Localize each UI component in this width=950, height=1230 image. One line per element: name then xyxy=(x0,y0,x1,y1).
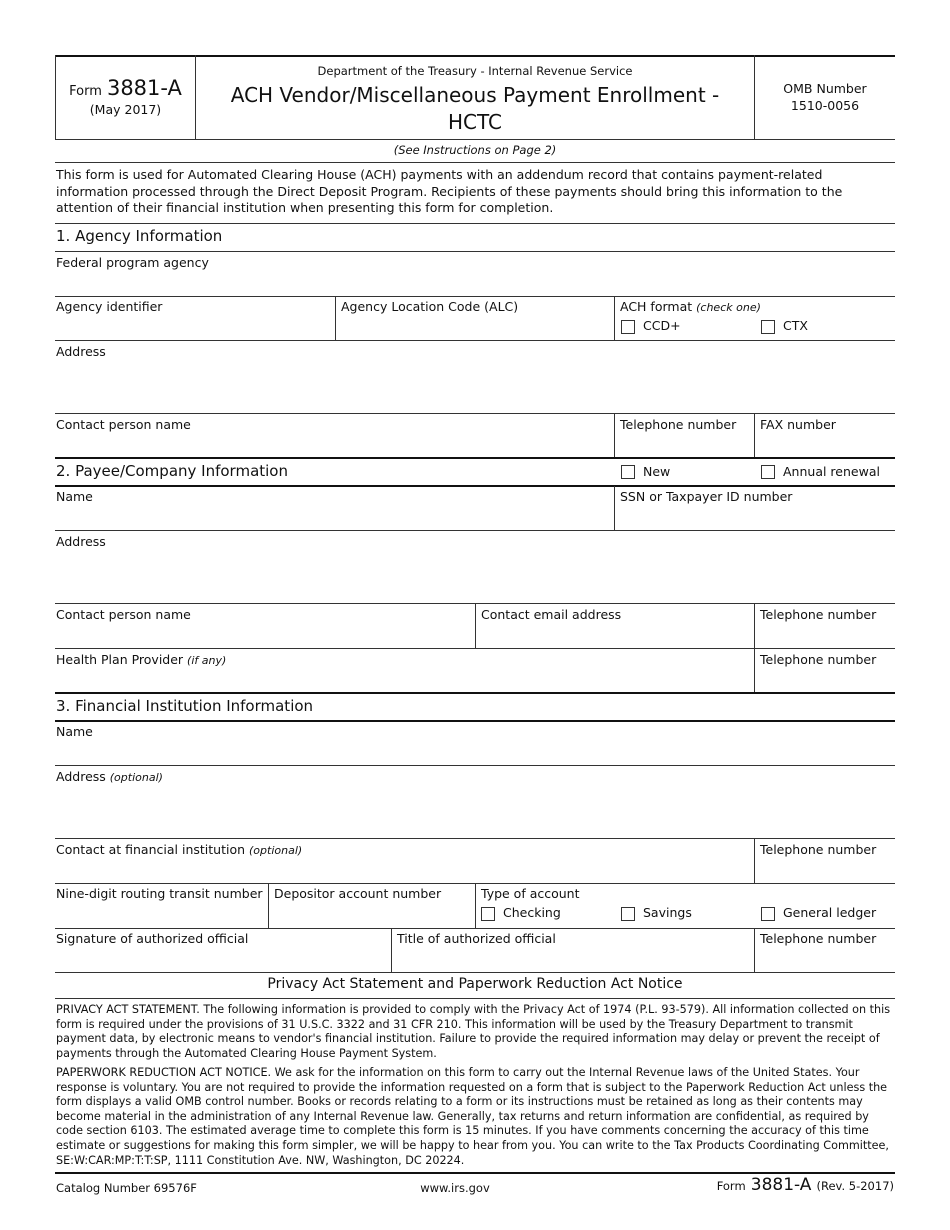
section1-title: 1. Agency Information xyxy=(56,227,223,245)
row-rule xyxy=(55,765,895,766)
privacy-act-statement: PRIVACY ACT STATEMENT. The following information is provided to comply with the Privacy Act of 1974 (P.L. 93-579). All information collected on this form is required under the provisions of 31 U.S.C. 3322 and 31 CFR 210. This information will be used by the Treasury Department to transmit payment data, by electronic means to vendor's financial institution. Failure to provide the required information may delay or prevent the receipt of payments through the Automated Clearing House Payment System. xyxy=(56,1003,891,1060)
fi-name-label: Name xyxy=(56,724,93,739)
cell-divider xyxy=(475,883,476,928)
header-bottom-rule xyxy=(55,139,895,140)
footer-form-number: 3881-A xyxy=(750,1175,812,1195)
row-rule xyxy=(55,838,895,839)
fi-address-text: Address xyxy=(56,769,106,784)
footer-form-id xyxy=(717,1175,894,1195)
ccd-label: CCD+ xyxy=(643,318,681,333)
agency-contact-field[interactable] xyxy=(55,433,614,458)
section2-title-rule xyxy=(55,485,895,487)
agency-address-field[interactable] xyxy=(55,360,895,413)
ccd-checkbox[interactable] xyxy=(621,320,635,334)
section2-title: 2. Payee/Company Information xyxy=(56,462,288,480)
agency-telephone-field[interactable] xyxy=(615,433,754,458)
federal-program-agency-label: Federal program agency xyxy=(56,255,209,270)
payee-address-field[interactable] xyxy=(55,550,895,603)
health-plan-text: Health Plan Provider xyxy=(56,652,184,667)
fi-contact-text: Contact at financial institution xyxy=(56,842,246,857)
intro-top-rule xyxy=(55,162,895,163)
ctx-label: CTX xyxy=(783,318,808,333)
privacy-heading-rule xyxy=(55,998,895,999)
privacy-heading: Privacy Act Statement and Paperwork Reduction Act Notice xyxy=(267,976,683,992)
omb-label: OMB Number xyxy=(783,81,867,96)
routing-field[interactable] xyxy=(55,903,268,928)
account-type-label: Type of account xyxy=(481,886,580,901)
catalog-number: Catalog Number 69576F xyxy=(56,1181,197,1195)
payee-name-label: Name xyxy=(56,489,93,504)
header-divider-right xyxy=(754,55,755,139)
irs-website: www.irs.gov xyxy=(420,1181,490,1195)
agency-name: Department of the Treasury - Internal Revenue Service xyxy=(317,64,633,78)
ctx-checkbox[interactable] xyxy=(761,320,775,334)
general-ledger-checkbox[interactable] xyxy=(761,907,775,921)
ach-format-label xyxy=(620,299,761,314)
section3-top-rule xyxy=(55,692,895,694)
fi-contact-field[interactable] xyxy=(55,858,754,883)
section3-title: 3. Financial Institution Information xyxy=(56,697,314,715)
fi-contact-optional: (optional) xyxy=(249,844,303,857)
agency-fax-label: FAX number xyxy=(760,417,836,432)
form-number: 3881-A xyxy=(106,76,182,100)
federal-program-agency-field[interactable] xyxy=(55,270,895,296)
fi-telephone-label: Telephone number xyxy=(760,842,877,857)
form-word: Form xyxy=(69,84,102,99)
new-label: New xyxy=(643,464,671,479)
official-title-label: Title of authorized official xyxy=(397,931,556,946)
alc-field[interactable] xyxy=(336,315,614,340)
form-date: (May 2017) xyxy=(89,102,162,117)
agency-contact-label: Contact person name xyxy=(56,417,191,432)
fi-address-label xyxy=(56,769,163,784)
fi-address-field[interactable] xyxy=(55,785,895,838)
health-plan-field[interactable] xyxy=(55,668,754,692)
ach-check-one: (check one) xyxy=(696,301,761,314)
official-telephone-field[interactable] xyxy=(755,947,895,972)
agency-identifier-label: Agency identifier xyxy=(56,299,163,314)
annual-renewal-label: Annual renewal xyxy=(783,464,880,479)
alc-label: Agency Location Code (ALC) xyxy=(341,299,519,314)
footer-form-word: Form xyxy=(716,1179,746,1193)
section1-top-rule xyxy=(55,223,895,224)
paperwork-reduction-notice: PAPERWORK REDUCTION ACT NOTICE. We ask for the information on this form to carry out the Internal Revenue laws of the United States. Your response is voluntary. You are not required to provide the information requested on a form that is subject to the Paperwork Reduction Act unless the form displays a valid OMB control number. Books or records relating to a form or its instructions must be retained as long as their contents may become material in the administration of any Internal Revenue law. Generally, tax returns and return information are confidential, as required by code section 6103. The estimated average time to complete this form is 15 minutes. If you have comments concerning the accuracy of this time estimate or suggestions for making this form simpler, we will be happy to hear from you. You can write to the Tax Products Coordinating Committee, SE:W:CAR:MP:T:T:SP, 1111 Constitution Ave. NW, Washington, DC 20224. xyxy=(56,1066,889,1167)
header-top-rule xyxy=(55,55,895,57)
ssn-label: SSN or Taxpayer ID number xyxy=(620,489,793,504)
payee-telephone-field[interactable] xyxy=(755,623,895,648)
health-plan-telephone-field[interactable] xyxy=(755,668,895,692)
depositor-field[interactable] xyxy=(269,903,475,928)
health-plan-telephone-label: Telephone number xyxy=(760,652,877,667)
form-title-line2: HCTC xyxy=(447,110,502,134)
intro-text: This form is used for Automated Clearing House (ACH) payments with an addendum record that contains payment-related information processed through the Direct Deposit Program. Recipients of these payments should bring this information to the attention of their financial institution when presenting this form for completion. xyxy=(56,167,843,215)
row-rule xyxy=(55,972,895,973)
fi-name-field[interactable] xyxy=(55,740,895,765)
fi-telephone-field[interactable] xyxy=(755,858,895,883)
checking-label: Checking xyxy=(503,905,561,920)
agency-telephone-label: Telephone number xyxy=(620,417,737,432)
cell-divider xyxy=(614,296,615,340)
fi-contact-label xyxy=(56,842,302,857)
footer-rule xyxy=(55,1172,895,1174)
routing-label: Nine-digit routing transit number xyxy=(56,886,263,901)
official-title-field[interactable] xyxy=(392,947,754,972)
form-title-line1: ACH Vendor/Miscellaneous Payment Enrollment - xyxy=(230,83,720,107)
section1-title-rule xyxy=(55,251,895,252)
payee-telephone-label: Telephone number xyxy=(760,607,877,622)
general-ledger-label: General ledger xyxy=(783,905,877,920)
health-plan-label xyxy=(56,652,226,667)
ach-format-text: ACH format xyxy=(620,299,693,314)
ssn-field[interactable] xyxy=(615,505,895,530)
row-rule xyxy=(55,340,895,341)
savings-checkbox[interactable] xyxy=(621,907,635,921)
footer-revision: (Rev. 5-2017) xyxy=(816,1179,894,1193)
section3-title-rule xyxy=(55,720,895,722)
signature-field[interactable] xyxy=(55,947,391,972)
payee-email-label: Contact email address xyxy=(481,607,622,622)
section2-top-rule xyxy=(55,457,895,459)
omb-number: 1510-0056 xyxy=(790,98,860,113)
savings-label: Savings xyxy=(643,905,692,920)
signature-label: Signature of authorized official xyxy=(56,931,249,946)
row-rule xyxy=(55,296,895,297)
payee-contact-field[interactable] xyxy=(55,623,475,648)
see-instructions: (See Instructions on Page 2) xyxy=(393,143,557,157)
row-rule xyxy=(55,928,895,929)
payee-name-field[interactable] xyxy=(55,505,614,530)
form-id-block xyxy=(56,76,195,100)
checking-checkbox[interactable] xyxy=(481,907,495,921)
annual-renewal-checkbox[interactable] xyxy=(761,465,775,479)
agency-fax-field[interactable] xyxy=(755,433,895,458)
official-telephone-label: Telephone number xyxy=(760,931,877,946)
agency-address-label: Address xyxy=(56,344,106,359)
payee-email-field[interactable] xyxy=(476,623,754,648)
row-rule xyxy=(55,413,895,414)
new-checkbox[interactable] xyxy=(621,465,635,479)
health-plan-if-any: (if any) xyxy=(187,654,227,667)
agency-identifier-field[interactable] xyxy=(55,315,335,340)
row-rule xyxy=(55,648,895,649)
payee-contact-label: Contact person name xyxy=(56,607,191,622)
fi-address-optional: (optional) xyxy=(109,771,163,784)
payee-address-label: Address xyxy=(56,534,106,549)
depositor-label: Depositor account number xyxy=(274,886,442,901)
row-rule xyxy=(55,530,895,531)
